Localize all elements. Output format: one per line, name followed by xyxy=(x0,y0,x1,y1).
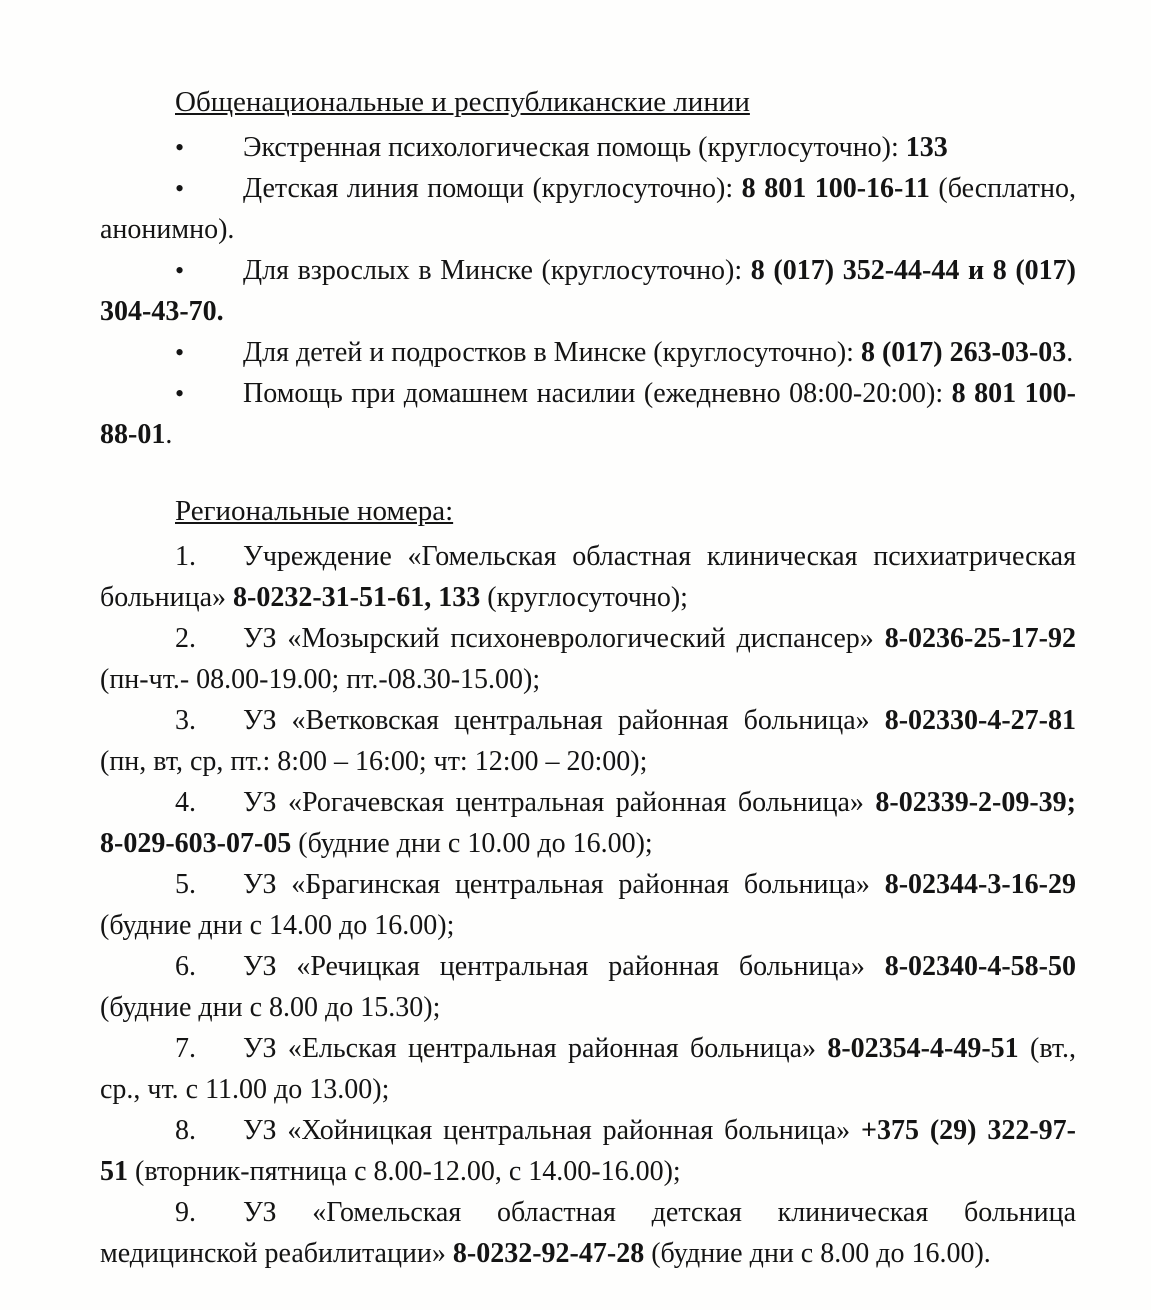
hotline-text: Помощь при домашнем насилии (ежедневно 08:00-20:00): xyxy=(243,378,952,409)
hotline-item-emergency xyxy=(100,127,1076,168)
regional-numbers-section xyxy=(100,491,1076,1274)
schedule-text: (будние дни с 8.00 до 16.00). xyxy=(644,1238,991,1269)
facility-name: Учреждение «Гомельская областная клиническая психиатрическая больница» xyxy=(100,541,1076,613)
facility-name: УЗ «Мозырский психоневрологический диспансер» xyxy=(243,623,885,654)
hotline-text: Экстренная психологическая помощь (круглосуточно): xyxy=(243,132,906,163)
bullet-glyph: • xyxy=(175,256,185,285)
hotline-text-post: . xyxy=(1066,337,1074,368)
schedule-text: (будние дни с 10.00 до 16.00); xyxy=(291,828,653,859)
regional-item-3 xyxy=(100,700,1076,782)
phone-number: 8-02354-4-49-51 xyxy=(827,1033,1019,1064)
phone-number: 8 801 100-16-11 xyxy=(741,173,930,204)
phone-number: 8 801 100-88-01 xyxy=(100,378,1076,450)
facility-name: УЗ «Ельская центральная районная больница» xyxy=(243,1033,828,1064)
bullet-glyph: • xyxy=(175,133,185,162)
regional-item-4 xyxy=(100,782,1076,864)
schedule-text: (пн-чт.- 08.00-19.00; пт.-08.30-15.00); xyxy=(100,664,541,695)
facility-name: УЗ «Брагинская центральная районная больница» xyxy=(243,869,885,900)
facility-name: УЗ «Хойницкая центральная районная больница» xyxy=(243,1115,862,1146)
facility-name: УЗ «Рогачевская центральная районная больница» xyxy=(243,787,876,818)
item-number: 8. xyxy=(175,1115,196,1146)
phone-number: 8-02340-4-58-50 xyxy=(884,951,1076,982)
bullet-icon xyxy=(175,332,243,373)
schedule-text: (круглосуточно); xyxy=(480,582,688,613)
regional-section-heading xyxy=(100,491,1076,532)
schedule-text: (будние дни с 8.00 до 15.30); xyxy=(100,992,441,1023)
phone-number: 8-02339-2-09-39; 8-029-603-07-05 xyxy=(100,787,1076,859)
hotline-item-teens-minsk xyxy=(100,332,1076,373)
bullet-icon xyxy=(175,250,243,291)
item-number: 5. xyxy=(175,869,196,900)
schedule-text: (пн, вт, ср, пт.: 8:00 – 16:00; чт: 12:00 – 20:00); xyxy=(100,746,648,777)
phone-number: 8-0236-25-17-92 xyxy=(884,623,1076,654)
phone-number: 8-02344-3-16-29 xyxy=(884,869,1076,900)
hotline-item-children-line xyxy=(100,168,1076,250)
phone-number: +375 (29) 322-97-51 xyxy=(100,1115,1076,1187)
bullet-icon xyxy=(175,168,243,209)
item-number: 2. xyxy=(175,623,196,654)
bullet-glyph: • xyxy=(175,338,185,367)
regional-item-2 xyxy=(100,618,1076,700)
facility-name: УЗ «Речицкая центральная районная больница» xyxy=(243,951,885,982)
bullet-glyph: • xyxy=(175,174,185,203)
item-number: 4. xyxy=(175,787,196,818)
national-lines-section xyxy=(100,82,1076,455)
item-number: 3. xyxy=(175,705,196,736)
regional-item-9 xyxy=(100,1192,1076,1274)
regional-item-5 xyxy=(100,864,1076,946)
hotline-text-post: (бесплатно, анонимно). xyxy=(100,173,1077,245)
facility-name: УЗ «Ветковская центральная районная больница» xyxy=(243,705,885,736)
national-section-heading xyxy=(100,82,1076,123)
schedule-text: (будние дни с 14.00 до 16.00); xyxy=(100,910,455,941)
hotline-item-domestic-violence xyxy=(100,373,1076,455)
phone-number: 133 xyxy=(905,132,948,163)
item-number: 9. xyxy=(175,1197,196,1228)
facility-name: УЗ «Гомельская областная детская клиническая больница медицинской реабилитации» xyxy=(100,1197,1076,1269)
document-content xyxy=(100,82,1076,1274)
schedule-text: (вт., ср., чт. с 11.00 до 13.00); xyxy=(100,1033,1076,1105)
phone-number: 8-0232-92-47-28 xyxy=(452,1238,645,1269)
phone-number: 8 (017) 352-44-44 и 8 (017) 304-43-70. xyxy=(100,255,1077,327)
national-section-heading-text: Общенациональные и республиканские линии xyxy=(175,86,750,118)
phone-number: 8-02330-4-27-81 xyxy=(884,705,1076,736)
regional-section-heading-text: Региональные номера: xyxy=(175,495,454,527)
phone-number: 8 (017) 263-03-03 xyxy=(860,337,1067,368)
item-number: 7. xyxy=(175,1033,196,1064)
hotline-text-post: . xyxy=(165,419,173,450)
regional-item-6 xyxy=(100,946,1076,1028)
regional-item-1 xyxy=(100,536,1076,618)
bullet-icon xyxy=(175,373,243,414)
hotline-text: Для взрослых в Минске (круглосуточно): xyxy=(243,255,751,286)
item-number: 6. xyxy=(175,951,196,982)
hotline-item-adults-minsk xyxy=(100,250,1076,332)
item-number: 1. xyxy=(175,541,196,572)
regional-item-7 xyxy=(100,1028,1076,1110)
bullet-glyph: • xyxy=(175,379,185,408)
phone-number: 8-0232-31-51-61, 133 xyxy=(233,582,481,613)
bullet-icon xyxy=(175,127,243,168)
hotline-text: Для детей и подростков в Минске (круглосуточно): xyxy=(243,337,861,368)
regional-item-8 xyxy=(100,1110,1076,1192)
hotline-text: Детская линия помощи (круглосуточно): xyxy=(243,173,742,204)
schedule-text: (вторник-пятница с 8.00-12.00, с 14.00-16.00); xyxy=(128,1156,681,1187)
